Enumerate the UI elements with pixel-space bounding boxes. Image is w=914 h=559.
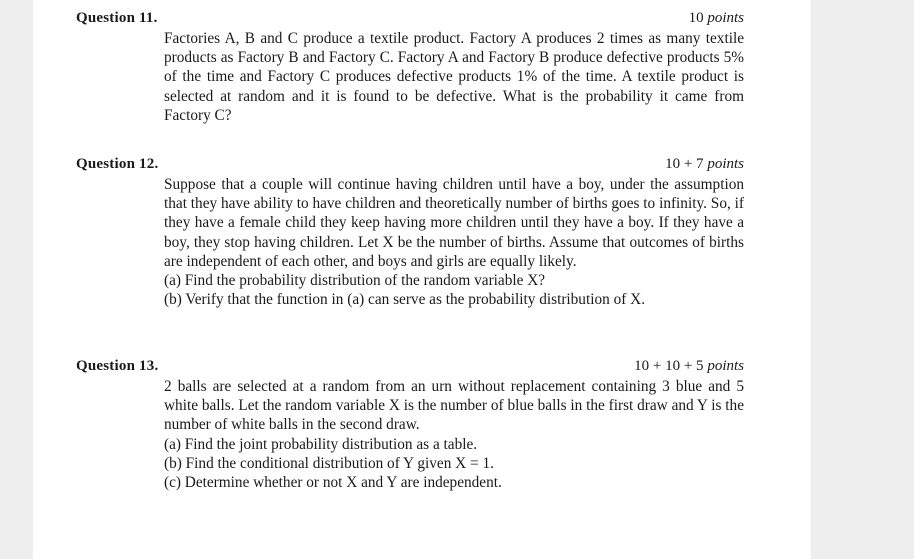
question-title: Question 12. [76, 156, 159, 172]
question-text: 2 balls are selected at a random from an urn without replacement containing 3 blue and 5 white balls. Let the random variable X is the number of blue balls in the first draw and Y is the number of white balls in the second draw. [164, 378, 744, 434]
question-body [164, 377, 744, 492]
question-12 [33, 156, 811, 309]
question-points [665, 156, 744, 173]
question-body [164, 175, 744, 309]
points-value: 10 + 7 [665, 156, 704, 172]
question-header [33, 10, 811, 30]
document-page [33, 0, 811, 559]
question-title: Question 13. [76, 358, 159, 374]
question-13 [33, 358, 811, 492]
question-text: Suppose that a couple will continue having children until have a boy, under the assumption that they have ability to have children and theoretically number of births goes to infinity. So, if they have a female child they keep having more children until they have a boy. If they have a boy, they stop having children. Let X be the number of births. Assume that outcomes of births are independent of each other, and boys and girls are equally likely. [164, 176, 744, 270]
question-part-b: (b) Find the conditional distribution of Y given X = 1. [164, 454, 494, 472]
points-label: points [707, 358, 744, 374]
question-title: Question 11. [76, 10, 158, 26]
question-points [689, 10, 744, 27]
points-label: points [707, 156, 744, 172]
question-header [33, 358, 811, 378]
question-points [634, 358, 744, 375]
question-part-a: (a) Find the joint probability distribution as a table. [164, 435, 478, 453]
question-header [33, 156, 811, 176]
points-label: points [707, 10, 744, 26]
question-11 [33, 10, 811, 124]
question-part-b: (b) Verify that the function in (a) can serve as the probability distribution of X. [164, 291, 646, 309]
points-value: 10 + 10 + 5 [634, 358, 704, 374]
points-value: 10 [688, 10, 704, 26]
question-text: Factories A, B and C produce a textile product. Factory A produces 2 times as many textile products as Factory B and Factory C. Factory A and Factory B produce defective products 5% of the time and Factory C produces defective products 1% of the time. A textile product is selected at random and it is found to be defective. What is the probability it came from Factory C? [164, 30, 744, 124]
question-part-c: (c) Determine whether or not X and Y are independent. [164, 474, 502, 492]
question-part-a: (a) Find the probability distribution of the random variable X? [164, 272, 546, 290]
question-body [164, 29, 744, 125]
